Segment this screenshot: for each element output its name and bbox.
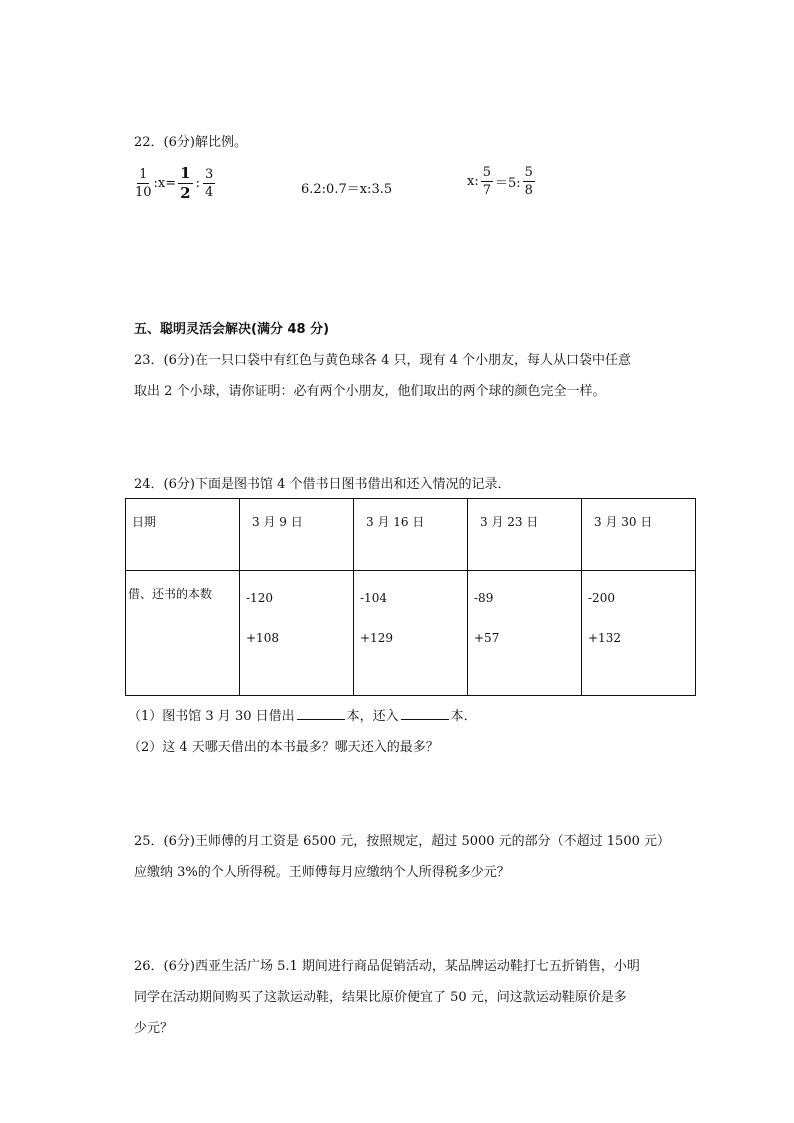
- q26-line-1: 26．(6分)西亚生活广场 5.1 期间进行商品促销活动，某品牌运动鞋打七五折销售，小明: [134, 959, 640, 974]
- table-cell: [582, 499, 696, 571]
- q24-sub-question-1: [128, 705, 477, 724]
- q24-title: 24．(6分)下面是图书馆 4 个借书日图书借出和还入情况的记录．: [134, 477, 511, 492]
- section-title: 五、聪明灵活会解决(满分 48 分): [134, 322, 330, 337]
- sub1-text-b: 本，还入: [346, 709, 399, 724]
- table-cell: [126, 571, 240, 696]
- table-cell: [240, 571, 354, 696]
- out-value: -89: [474, 591, 494, 605]
- sub1-text-c: 本．: [450, 709, 477, 724]
- eq3-mid: ＝5:: [495, 176, 521, 191]
- out-value: -104: [360, 591, 387, 605]
- q25-line-1: 25．(6分)王师傅的月工资是 6500 元，按照规定，超过 5000 元的部分（不超过 1500 元）: [134, 834, 671, 849]
- date-cell: 3 月 30 日: [594, 515, 653, 529]
- header-label: 日期: [132, 515, 157, 529]
- denominator: 7: [482, 183, 491, 198]
- table-cell: [468, 571, 582, 696]
- numerator: 1: [180, 164, 191, 182]
- denominator: 2: [180, 184, 191, 202]
- date-cell: 3 月 9 日: [252, 515, 303, 529]
- denominator: 8: [524, 183, 533, 198]
- in-value: +132: [588, 631, 621, 645]
- denominator: 10: [135, 185, 152, 200]
- library-record-table: [125, 498, 696, 696]
- fraction-1-2: [178, 166, 192, 201]
- q26-line-3: 少元？: [134, 1021, 174, 1036]
- answer-blank[interactable]: [401, 707, 449, 720]
- table-row: [126, 571, 696, 696]
- q22-title: 22．(6分)解比例。: [134, 135, 247, 150]
- fraction-3-4: [203, 168, 215, 199]
- eq3-lead: x:: [467, 174, 479, 189]
- table-cell: [582, 571, 696, 696]
- answer-blank[interactable]: [297, 707, 345, 720]
- q24-sub-question-2: （2）这 4 天哪天借出的本书最多？哪天还入的最多？: [128, 740, 439, 755]
- q26-line-2: 同学在活动期间购买了这款运动鞋，结果比原价便宜了 50 元，问这款运动鞋原价是多: [134, 990, 627, 1005]
- date-cell: 3 月 23 日: [480, 515, 539, 529]
- q23-line-2: 取出 2 个小球，请你证明：必有两个小朋友，他们取出的两个球的颜色完全一样。: [134, 384, 606, 399]
- table-cell: [240, 499, 354, 571]
- out-value: -200: [588, 591, 615, 605]
- q25-line-2: 应缴纳 3%的个人所得税。王师傅每月应缴纳个人所得税多少元？: [134, 865, 510, 880]
- numerator: 1: [139, 167, 148, 182]
- numerator: 3: [204, 167, 214, 182]
- fraction-5-7: [481, 166, 493, 197]
- q23-line-1: 23．(6分)在一只口袋中有红色与黄色球各 4 只，现有 4 个小朋友，每人从口袋中任意: [134, 353, 632, 368]
- table-row: [126, 499, 696, 571]
- table-cell: [126, 499, 240, 571]
- fraction-5-8: [523, 166, 535, 197]
- out-value: -120: [246, 591, 273, 605]
- date-cell: 3 月 16 日: [366, 515, 425, 529]
- table-cell: [354, 571, 468, 696]
- q22-equation-3: [467, 166, 535, 197]
- eq1-mid: :x=: [153, 176, 177, 191]
- fraction-1-10: [135, 168, 152, 199]
- table-cell: [354, 499, 468, 571]
- numerator: 5: [482, 165, 491, 180]
- eq1-colon: :: [195, 176, 200, 191]
- q22-equation-1: [135, 166, 215, 201]
- in-value: +129: [360, 631, 393, 645]
- q22-equation-2: 6.2:0.7＝x:3.5: [301, 182, 393, 197]
- in-value: +57: [474, 631, 500, 645]
- numerator: 5: [524, 165, 533, 180]
- table-cell: [468, 499, 582, 571]
- sub1-text-a: （1）图书馆 3 月 30 日借出: [128, 709, 295, 724]
- in-value: +108: [246, 631, 279, 645]
- row-label: 借、还书的本数: [128, 587, 213, 601]
- denominator: 4: [204, 185, 214, 200]
